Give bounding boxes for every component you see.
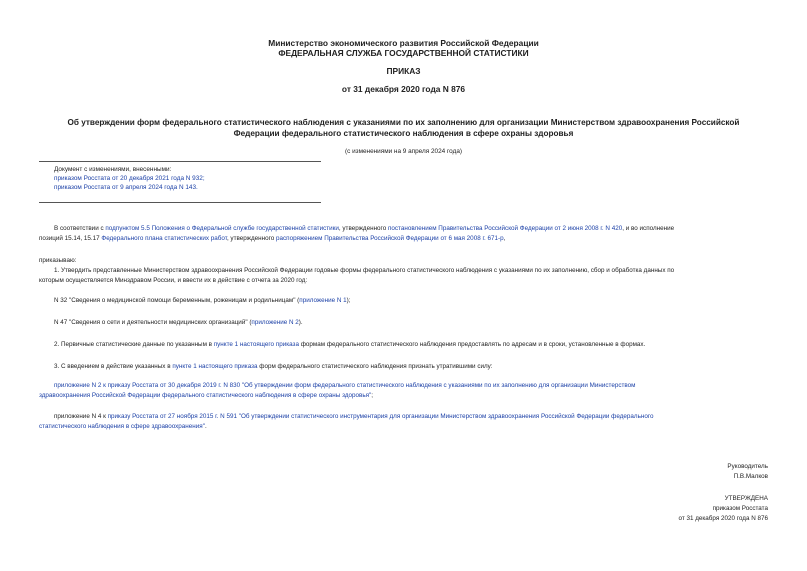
document-type: ПРИКАЗ <box>386 66 421 76</box>
repeal-annex-4-line-1: приложение N 4 к приказу Росстата от 27 ноября 2015 г. N 591 "Об утверждении статистического инструментария для организации Министерством здравоохранения Российской Федерации федерального <box>54 413 654 420</box>
preamble-line-1: В соответствии с подпунктом 5.5 Положения о Федеральной службе государственной статистики, утвержденного постановлением Правительства Российской Федерации от 2 июня 2008 г. N 420, и во исполнение <box>54 225 675 232</box>
preamble-line-2: позиций 15.14, 15.17 Федерального плана статистических работ, утвержденного распоряжением Правительства Российской Федерации от 6 мая 2008 г. 671-р, <box>39 235 506 242</box>
form-32: N 32 "Сведения о медицинской помощи беременным, роженицам и родильницам" (приложение N 1); <box>54 297 351 304</box>
signatory-name: П.В.Малков <box>733 473 768 480</box>
ministry-name: Министерство экономического развития Российской Федерации <box>268 38 539 48</box>
link-government-decree-420[interactable]: постановлением Правительства Российской Федерации от 2 июня 2008 г. N 420 <box>387 225 623 232</box>
repeal-annex-4-line-2: статистического наблюдения в сфере здравоохранения". <box>39 423 207 430</box>
orders-word: приказываю: <box>39 257 77 264</box>
form-47: N 47 "Сведения о сети и деятельности медицинских организаций" (приложение N 2). <box>54 319 303 326</box>
approval-stamp: УТВЕРЖДЕНА <box>724 495 768 502</box>
repeal-annex-2-line-1 <box>54 381 769 390</box>
item-3: 3. С введением в действие указанных в пункте 1 настоящего приказа форм федерального статистического наблюдения признать утратившими силу: <box>54 363 493 370</box>
change-link-2024[interactable]: приказом Росстата от 9 апреля 2024 года N 143. <box>54 184 198 191</box>
link-annex-2[interactable]: приложение N 2 <box>251 319 299 326</box>
link-federal-statistical-plan[interactable]: Федерального плана статистических работ <box>101 235 227 242</box>
link-order-591[interactable]: приказу Росстата от 27 ноября 2015 г. N 591 "Об утверждении статистического инструментария для организации Министерством здравоохранения Российской Федерации федерального <box>107 413 654 420</box>
service-name: ФЕДЕРАЛЬНАЯ СЛУЖБА ГОСУДАРСТВЕННОЙ СТАТИСТИКИ <box>278 48 529 58</box>
approval-by-order: приказом Росстата <box>712 505 768 512</box>
change-link-2021[interactable]: приказом Росстата от 20 декабря 2021 года N 932; <box>54 175 205 182</box>
link-order-830-cont[interactable]: здравоохранения Российской Федерации федерального статистического наблюдения в сфере охраны здоровья" <box>39 392 372 399</box>
amended-note: (с изменениями на 9 апреля 2024 года) <box>345 148 462 155</box>
approval-date-number: от 31 декабря 2020 года N 876 <box>678 515 768 522</box>
signatory-position: Руководитель <box>727 463 768 470</box>
item-1-line-1: 1. Утвердить представленные Министерством здравоохранения Российской Федерации годовые формы федерального статистического наблюдения с указаниями по их заполнению, сбор и обработка данных по <box>54 267 675 274</box>
document-title-line-2: Федерации федерального статистического наблюдения в сфере охраны здоровья <box>233 129 574 138</box>
item-1-line-2: которым осуществляется Минздравом России, и ввести их в действие с отчета за 2020 год: <box>39 277 308 284</box>
link-annex-1[interactable]: приложение N 1 <box>299 297 347 304</box>
item-2: 2. Первичные статистические данные по указанным в пункте 1 настоящего приказа формам федерального статистического наблюдения предоставлять по адресам и в сроки, установленные в формах. <box>54 341 646 348</box>
document-title-line-1: Об утверждении форм федерального статистического наблюдения с указаниями по их заполнению для организации Министерством здравоохранения Российской <box>67 118 740 127</box>
link-government-order-671r[interactable]: распоряжением Правительства Российской Федерации от 6 мая 2008 г. 671-р <box>276 235 504 242</box>
document-date-number: от 31 декабря 2020 года N 876 <box>341 84 466 94</box>
changes-label: Документ с изменениями, внесенными: <box>54 166 172 173</box>
link-regulation-5-5[interactable]: подпунктом 5.5 Положения о Федеральной службе государственной статистики <box>105 225 339 232</box>
repeal-annex-2-line-2: здравоохранения Российской Федерации федерального статистического наблюдения в сфере охраны здоровья"; <box>39 392 374 399</box>
link-order-591-cont[interactable]: статистического наблюдения в сфере здравоохранения" <box>39 423 205 430</box>
link-order-830[interactable]: приложение N 2 к приказу Росстата от 30 декабря 2019 г. N 830 "Об утверждении форм федерального статистического наблюдения с указаниями по их заполнению для организации Министерством <box>54 382 636 389</box>
divider-bottom <box>39 202 321 203</box>
divider-top <box>39 161 321 162</box>
link-item-2-clause-1[interactable]: пункте 1 настоящего приказа <box>213 341 299 348</box>
link-item-3-clause-1[interactable]: пункте 1 настоящего приказа <box>172 363 258 370</box>
changes-block <box>54 165 324 192</box>
